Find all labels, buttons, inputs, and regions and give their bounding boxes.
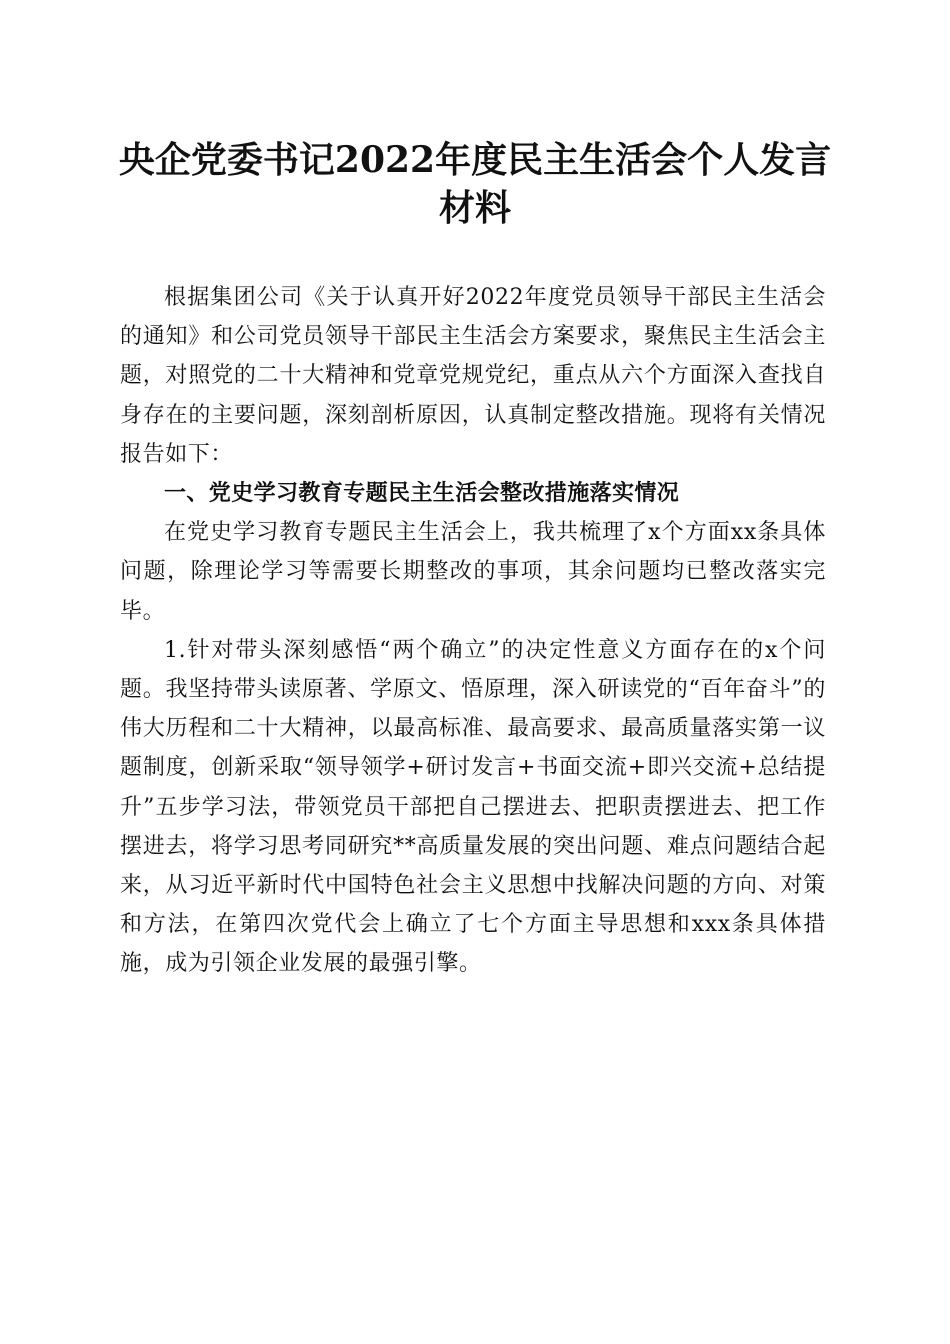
section-paragraph-1: 在党史学习教育专题民主生活会上，我共梳理了x个方面xx条具体问题，除理论学习等需要长期整改的事项，其余问题均已整改落实完毕。 <box>120 520 826 624</box>
section-paragraph-2: 1.针对带头深刻感悟“两个确立”的决定性意义方面存在的x个问题。我坚持带头读原著、学原文、悟原理，深入研读党的“百年奋斗”的伟大历程和二十大精神，以最高标准、最高要求、最高质量落实第一议题制度，创新采取“领导领学+研讨发言+书面交流+即兴交流+总结提升”五步学习法，带领党员干部把自己摆进去、把职责摆进去、把工作摆进去，将学习思考同研究**高质量发展的突出问题、难点问题结合起来，从习近平新时代中国特色社会主义思想中找解决问题的方向、对策和方法，在第四次党代会上确立了七个方面主导思想和xxx条具体措施，成为引领企业发展的最强引擎。 <box>120 637 826 977</box>
document-title <box>100 136 850 232</box>
intro-paragraph: 根据集团公司《关于认真开好2022年度党员领导干部民主生活会的通知》和公司党员领导干部民主生活会方案要求，聚焦民主生活会主题，对照党的二十大精神和党章党规党纪，重点从六个方面深入查找自身存在的主要问题，深刻剖析原因，认真制定整改措施。现将有关情况报告如下： <box>120 285 826 467</box>
title-line-1: 央企党委书记2022年度民主生活会个人发言 <box>118 139 832 181</box>
document-body <box>120 278 826 984</box>
title-line-2: 材料 <box>438 187 511 229</box>
section-heading: 一、党史学习教育专题民主生活会整改措施落实情况 <box>164 481 680 507</box>
